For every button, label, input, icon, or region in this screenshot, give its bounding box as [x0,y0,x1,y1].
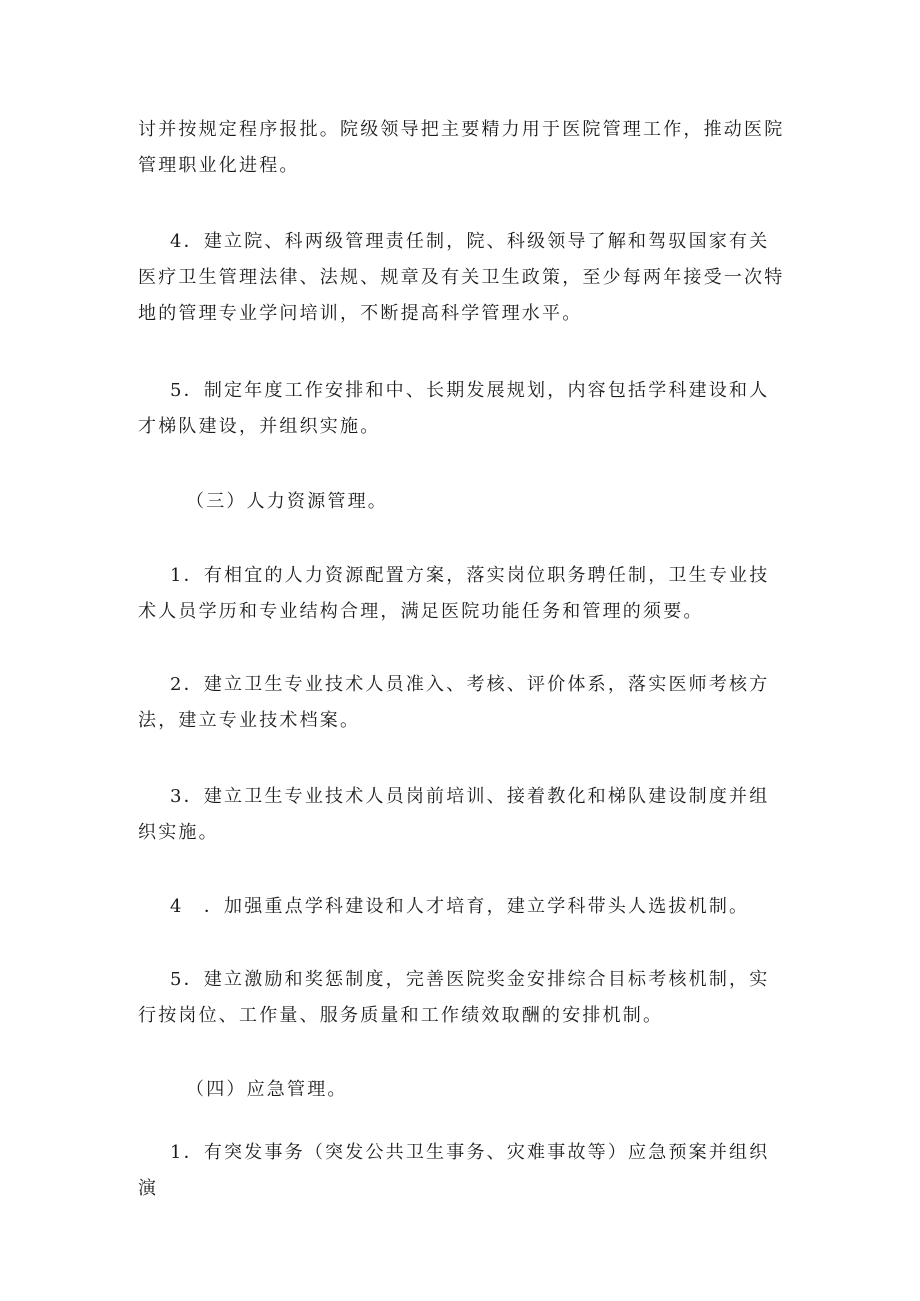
paragraph-item-5-incentives: 5．建立激励和奖惩制度，完善医院奖金安排综合目标考核机制，实行按岗位、工作量、服务质量和工作绩效取酬的安排机制。 [138,969,770,1026]
paragraph-item-5-planning: 5．制定年度工作安排和中、长期发展规划，内容包括学科建设和人才梯队建设，并组织实施。 [138,380,770,437]
paragraph-item-2-assessment: 2．建立卫生专业技术人员准入、考核、评价体系，落实医师考核方法，建立专业技术档案。 [138,674,770,731]
paragraph-item-1-emergency-plan: 1．有突发事务（突发公共卫生事务、灾难事故等）应急预案并组织演 [138,1142,770,1199]
paragraph-item-1-staffing: 1．有相宜的人力资源配置方案，落实岗位职务聘任制，卫生专业技术人员学历和专业结构合理，满足医院功能任务和管理的须要。 [138,565,770,622]
paragraph-item-3-training: 3．建立卫生专业技术人员岗前培训、接着教化和梯队建设制度并组织实施。 [138,786,770,843]
section-heading-emergency: （四）应急管理。 [186,1079,348,1100]
paragraph-item-4-responsibility: 4．建立院、科两级管理责任制，院、科级领导了解和驾驭国家有关医疗卫生管理法律、法规、规章及有关卫生政策，至少每两年接受一次特地的管理专业学问培训，不断提高科学管理水平。 [138,231,785,324]
paragraph-continuation: 讨并按规定程序报批。院级领导把主要精力用于医院管理工作，推动医院管理职业化进程。 [138,119,785,176]
section-heading-hr: （三）人力资源管理。 [186,491,388,512]
paragraph-item-4-disciplines: 4 ．加强重点学科建设和人才培育，建立学科带头人选拔机制。 [170,896,750,917]
